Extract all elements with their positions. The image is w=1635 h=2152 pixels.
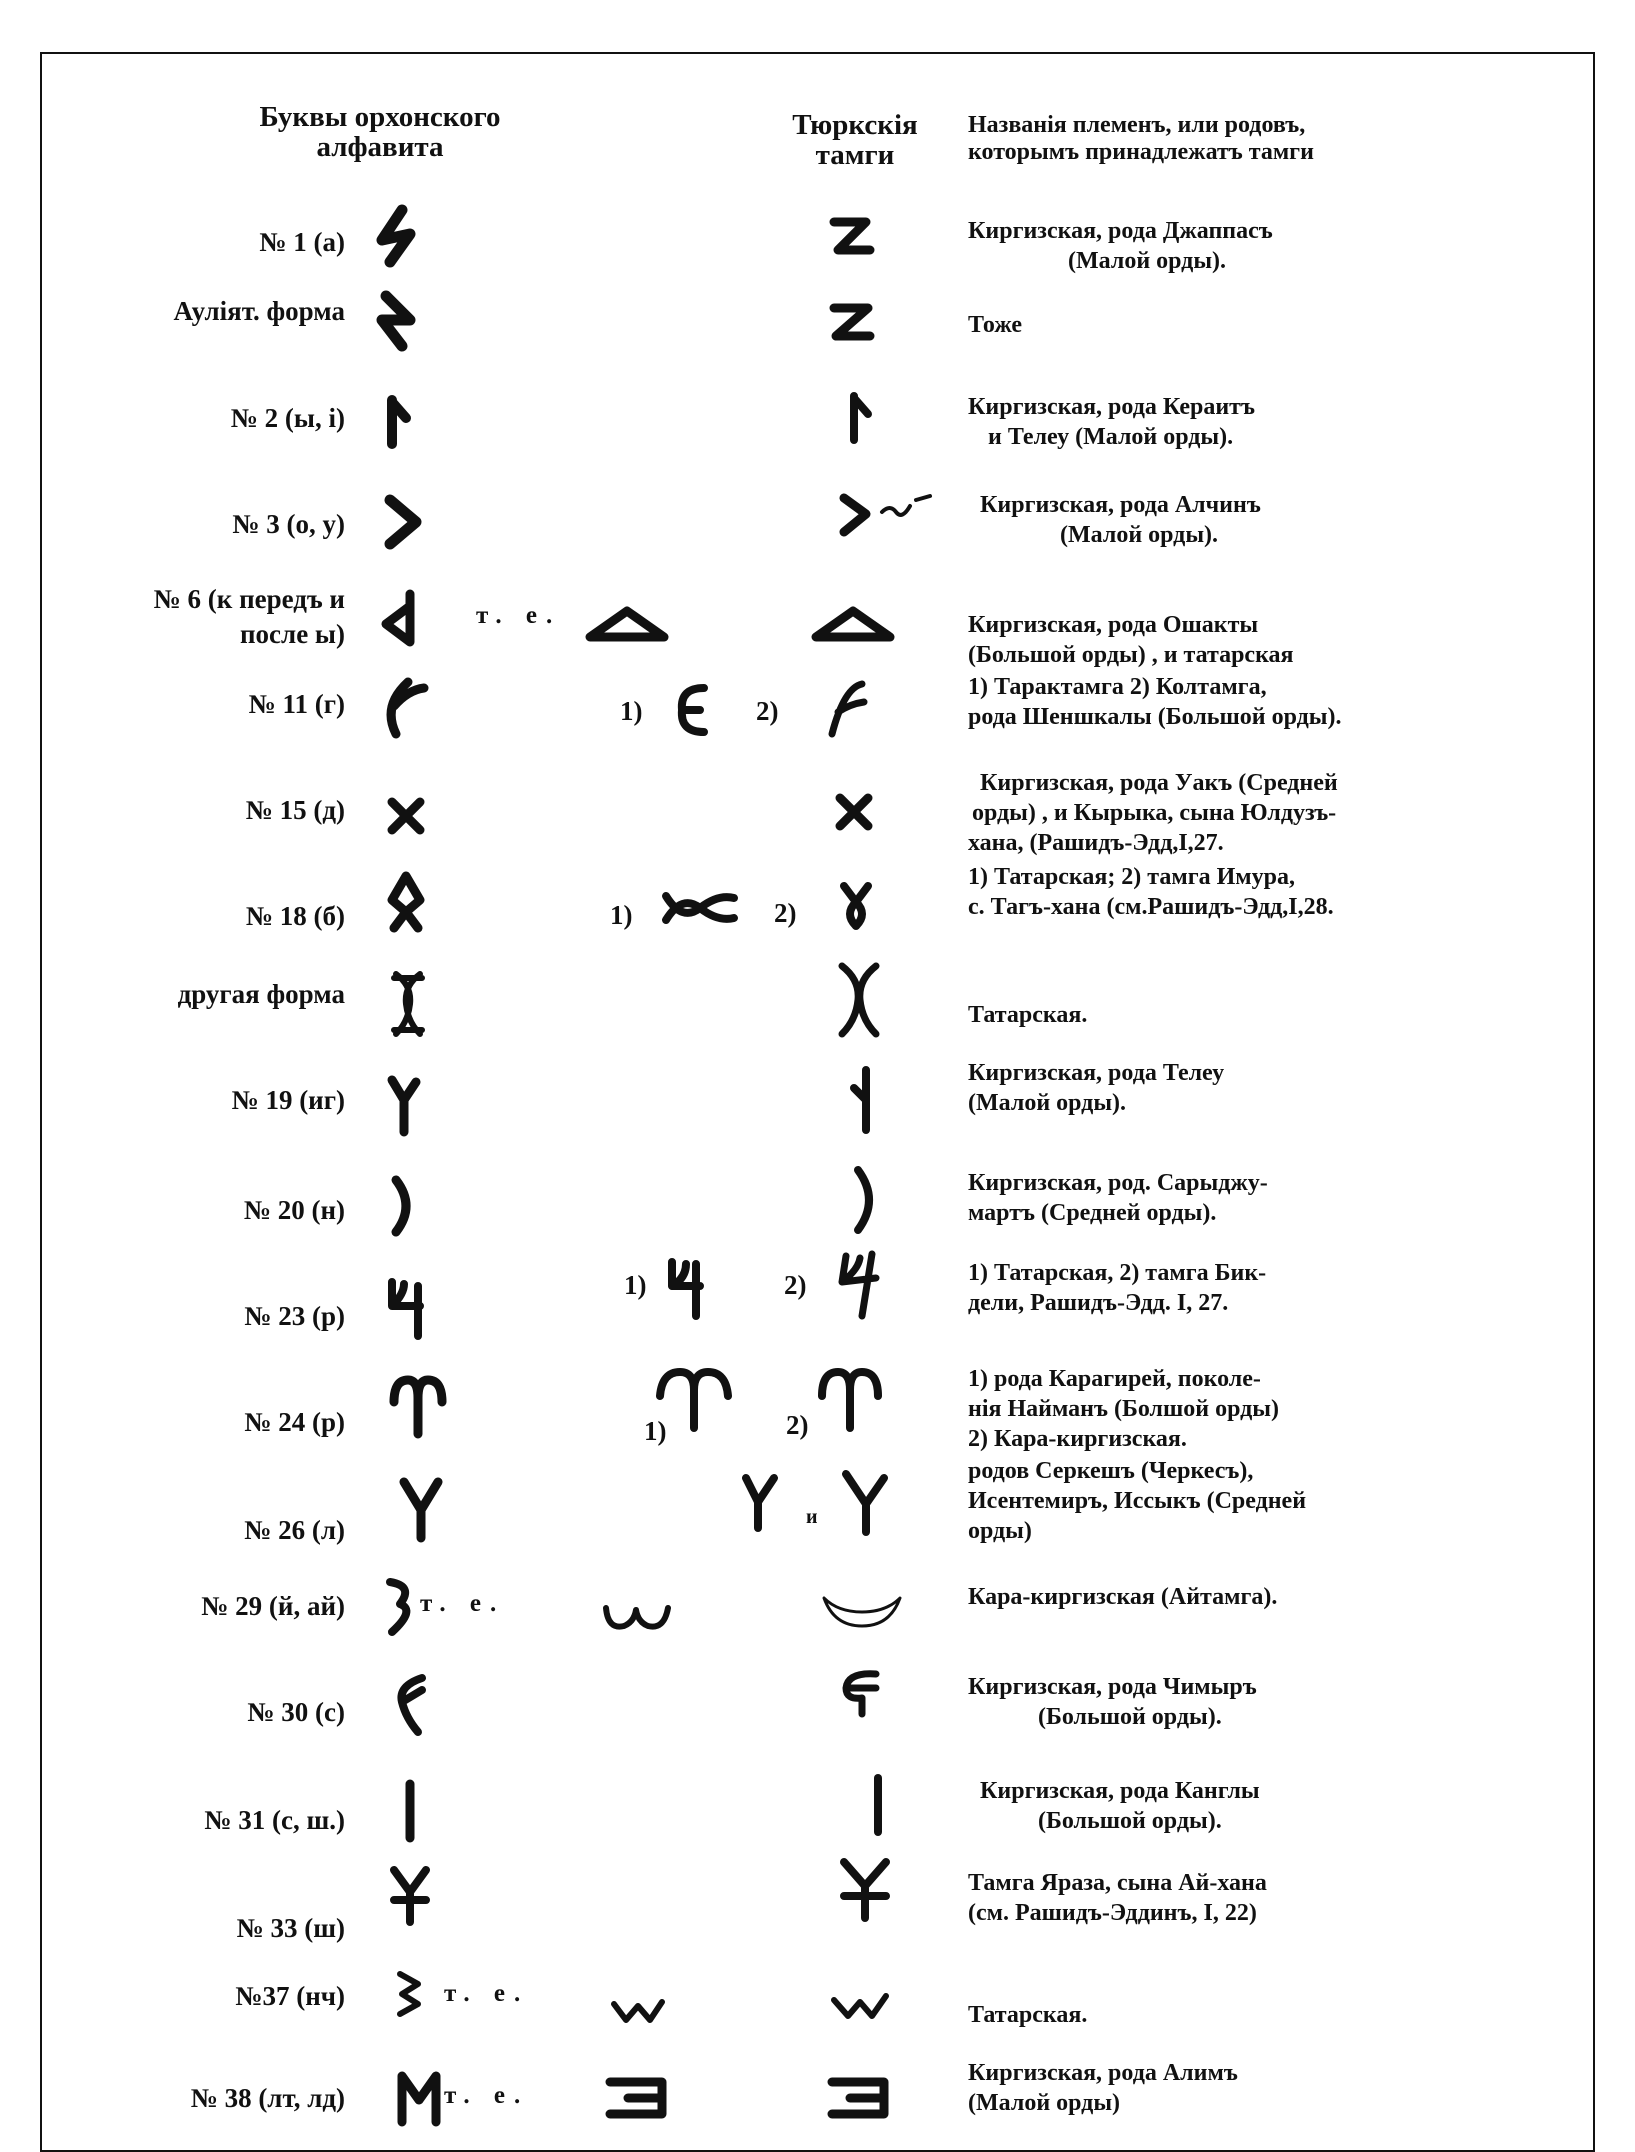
row-label: № 38 (лт, лд) xyxy=(190,2083,345,2113)
tribe-description: Киргизская, род. Сарыджу- мартъ (Средней орды). xyxy=(968,1170,1268,1226)
variant-glyph-1 xyxy=(672,682,712,738)
row-label: №37 (нч) xyxy=(235,1981,345,2011)
tamga-glyph xyxy=(868,1772,888,1838)
variant-glyph-1 xyxy=(664,1256,708,1320)
tamga-glyph xyxy=(834,960,884,1040)
row-label: № 30 (с) xyxy=(247,1697,345,1727)
tamga-glyph xyxy=(836,1248,886,1322)
row-label: № 26 (л) xyxy=(244,1515,345,1545)
variant-number: 1) xyxy=(624,1270,647,1300)
row-label: № 29 (й, ай) xyxy=(201,1591,345,1621)
rune-glyph-d xyxy=(386,796,426,836)
rune-glyph-lt xyxy=(394,2070,444,2126)
row-label: № 31 (с, ш.) xyxy=(204,1805,345,1835)
rune-glyph-g xyxy=(378,676,428,740)
tamga-glyph xyxy=(838,488,934,540)
rune-glyph-nch xyxy=(394,1968,424,2018)
variant-number: 1) xyxy=(610,900,633,930)
row-label: № 33 (ш) xyxy=(236,1913,345,1943)
rune-glyph-y-ay xyxy=(384,1576,420,1638)
variant-number: 2) xyxy=(774,898,797,928)
tribe-description: Тамга Яраза, сына Ай-хана (см. Рашидъ-Эддинъ, I, 22) xyxy=(968,1870,1267,1926)
row-label: № 6 (к передъ и после ы) xyxy=(153,584,345,649)
tamga-glyph xyxy=(826,2076,890,2120)
tamga-glyph xyxy=(834,792,874,832)
row-label: № 2 (ы, і) xyxy=(230,403,345,433)
header-turkic-tamgi xyxy=(755,110,955,170)
tamga-glyph xyxy=(822,676,872,740)
tribe-description: 1) Тарактамга 2) Колтамга, рода Шеншкалы (Большой орды). xyxy=(968,674,1342,730)
tribe-description: Киргизская, рода Уакъ (Средней орды) , и Кырыка, сына Юлдузъ- хана, (Рашидъ-Эдд,I,27. xyxy=(968,770,1338,856)
tribe-description: Киргизская, рода Телеу (Малой орды). xyxy=(968,1060,1225,1116)
tamga-glyph xyxy=(852,1164,882,1236)
tamga-glyph xyxy=(840,1468,890,1538)
rune-glyph-k xyxy=(380,590,420,646)
variant-number: 1) xyxy=(644,1416,667,1446)
tribe-description: Киргизская, рода Канглы (Большой орды). xyxy=(980,1778,1260,1834)
tamga-glyph xyxy=(816,1362,886,1434)
row-label: № 24 (р) xyxy=(244,1407,345,1437)
tribe-description: 1) рода Карагирей, поколе- нія Найманъ (Болшой орды) 2) Кара-киргизская. xyxy=(968,1366,1279,1452)
zigzag-glyph xyxy=(610,1996,666,2026)
rune-glyph-b-variant xyxy=(388,968,428,1040)
rune-glyph-r xyxy=(384,1276,428,1340)
te-note: т. е. xyxy=(444,2082,530,2109)
variant-glyph-1 xyxy=(740,1472,780,1534)
row-label: № 18 (б) xyxy=(245,901,345,931)
header-tamgi-line-1: Тюркскія xyxy=(792,109,918,141)
header-letters-line-1: Буквы орхонского xyxy=(259,101,501,133)
row-label: № 23 (р) xyxy=(244,1301,345,1331)
tribe-description: Киргизская, рода Чимыръ (Большой орды). xyxy=(968,1674,1257,1730)
moon-glyph xyxy=(602,1600,672,1636)
rune-glyph-y xyxy=(384,396,414,448)
row-label: № 19 (иг) xyxy=(231,1085,345,1115)
variant-glyph-1 xyxy=(660,888,740,928)
te-note: т. е. xyxy=(444,1980,530,2007)
variant-number: 1) xyxy=(620,696,643,726)
rune-glyph-o xyxy=(384,496,424,548)
header-orkhon-letters xyxy=(200,102,560,162)
tamga-glyph xyxy=(846,392,876,444)
tribe-description: Татарская. xyxy=(968,1002,1088,1028)
tribe-description: Киргизская, рода Алчинъ (Малой орды). xyxy=(980,492,1261,548)
rune-glyph-l xyxy=(398,1476,444,1542)
row-label: № 20 (н) xyxy=(243,1195,345,1225)
tamga-glyph xyxy=(820,1590,904,1634)
variant-number: 2) xyxy=(756,696,779,726)
tamga-glyph xyxy=(810,606,896,642)
row-label: № 3 (о, у) xyxy=(232,509,345,539)
triangle-glyph xyxy=(584,606,670,642)
tamga-glyph xyxy=(826,216,876,256)
tribe-description: Киргизская, рода Кераитъ и Телеу (Малой орды). xyxy=(968,394,1255,450)
tribe-description: Татарская. xyxy=(968,2002,1088,2028)
tribe-description: Киргизская, рода Джаппасъ (Малой орды). xyxy=(968,218,1273,274)
tamga-glyph xyxy=(836,880,876,932)
rune-glyph-b xyxy=(384,872,428,932)
tamga-glyph xyxy=(830,1990,890,2022)
rune-glyph-ig xyxy=(384,1074,424,1138)
rune-glyph-n xyxy=(390,1174,420,1238)
row-label: № 11 (г) xyxy=(248,689,345,719)
tribe-description: 1) Татарская, 2) тамга Бик- дели, Рашидъ-Эдд. I, 27. xyxy=(968,1260,1267,1316)
rune-glyph-sh2 xyxy=(388,1864,432,1926)
row-label: Ауліят. форма xyxy=(173,296,345,326)
tribe-description: родов Серкешъ (Черкесъ), Исентемиръ, Иссыкъ (Средней орды) xyxy=(968,1458,1307,1544)
header-tribe-names xyxy=(968,112,1468,166)
and-connector: и xyxy=(806,1506,818,1528)
variant-number: 2) xyxy=(784,1270,807,1300)
header-tamgi-line-2: тамги xyxy=(815,139,895,171)
row-label: № 15 (д) xyxy=(245,795,345,825)
rune-glyph-a xyxy=(372,206,422,266)
rune-glyph-a-variant xyxy=(372,290,422,350)
tamga-glyph xyxy=(848,1066,878,1134)
variant-number: 2) xyxy=(786,1410,809,1440)
tribe-description: 1) Татарская; 2) тамга Имура, с. Тагъ-хана (см.Рашидъ-Эдд,I,28. xyxy=(968,864,1334,920)
te-note: т. е. xyxy=(476,602,562,629)
header-names-line-1: Названія племенъ, или родовъ, xyxy=(968,112,1306,138)
tamga-glyph xyxy=(826,302,876,342)
tamga-glyph xyxy=(838,1856,892,1922)
rune-glyph-r2 xyxy=(388,1372,448,1438)
tribe-description: Тоже xyxy=(968,312,1023,338)
header-names-line-2: которымъ принадлежатъ тамги xyxy=(968,139,1314,165)
rune-glyph-s xyxy=(392,1672,432,1738)
header-letters-line-2: алфавита xyxy=(316,131,444,163)
row-label: № 1 (а) xyxy=(259,227,345,257)
rune-glyph-sh xyxy=(400,1778,420,1844)
e-glyph xyxy=(604,2076,668,2120)
row-label: другая форма xyxy=(177,979,345,1009)
te-note: т. е. xyxy=(420,1590,506,1617)
tribe-description: Киргизская, рода Ошакты (Большой орды) , и татарская xyxy=(968,612,1294,668)
tamga-glyph xyxy=(836,1666,886,1718)
tribe-description: Киргизская, рода Алимъ (Малой орды) xyxy=(968,2060,1238,2116)
tribe-description: Кара-киргизская (Айтамга). xyxy=(968,1584,1278,1610)
